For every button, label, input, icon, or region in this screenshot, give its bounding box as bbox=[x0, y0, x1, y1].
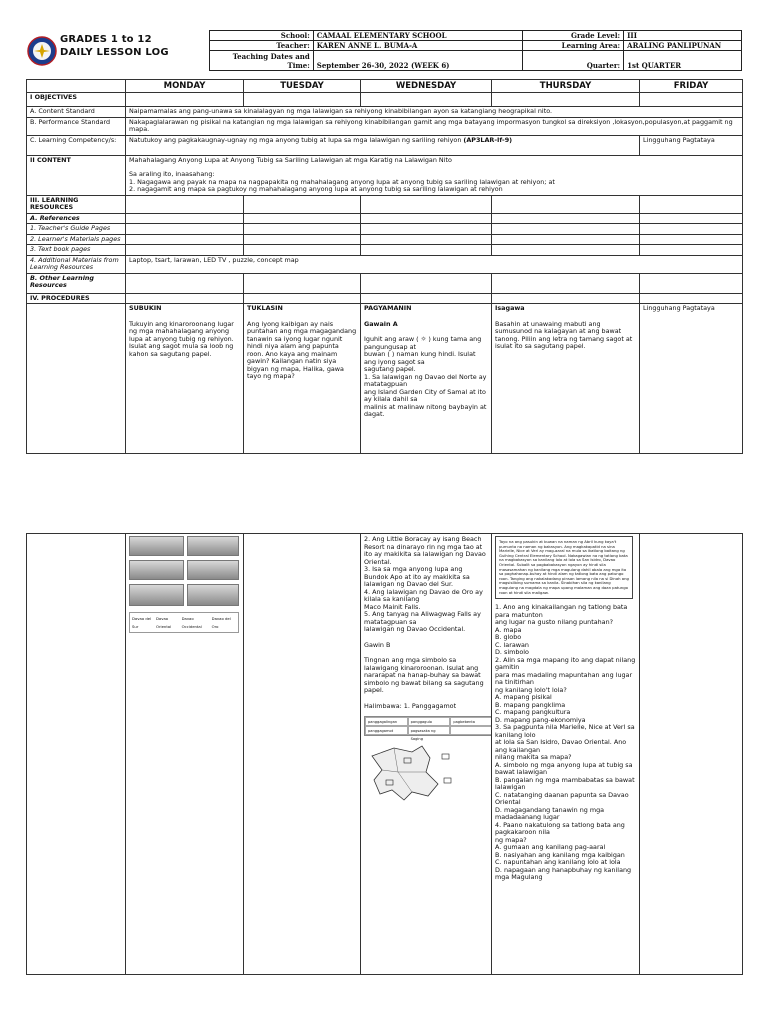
teacher-value: KAREN ANNE L. BUMA-A bbox=[313, 41, 523, 51]
competency bbox=[126, 135, 640, 155]
story-box: Tayo na ang pasukin at buwan na naman ng Abril kung kaya't pumunta na naman ng bakasyon. Ang magkakapatid na sina Marielle, Nice at Verl ay mag-aaral na mula sa ikatlong baitang ng Guihing Central Elementary School. Nakagawian na ng tatlong bata na magbakasyon sa kanilang lolo at lola sa San Isidro, Davao Oriental. Subalit sa pagbabakasyon ngayon ay hindi sila masasamahan ng kanilang mga magulang dahil abala ang mga ito sa paghahanap-buhay at hindi alam ng tatlong bata ang patungo roon. Tanging ang nakalakadang pinsan lamang nila na si Dinah ang magsisilbing sumama sa kanila. Sinabihan sila ng kanilang magulang na magdala ng mapa upang malaman ang daan patungo roon at hindi sila maligaw. bbox=[495, 536, 633, 599]
table-cell: pagbebenta bbox=[450, 717, 491, 726]
table-cell: panggagamot bbox=[365, 726, 408, 735]
tuesday-procedure bbox=[244, 304, 361, 454]
header bbox=[26, 30, 742, 72]
teachers-guide-label: 1. Teacher's Guide Pages bbox=[27, 224, 126, 235]
competency-text: Natutukoy ang pagkakaugnay-ugnay ng mga anyong tubig at lupa sa mga lalawigan ng sariling rehiyon bbox=[129, 135, 462, 144]
additional-materials-label: 4. Additional Materials from Learning Resources bbox=[27, 255, 126, 273]
lesson-log-table bbox=[26, 79, 743, 454]
dates-label-2: Time: bbox=[287, 60, 310, 70]
competency-code: (AP3LAR-If-9) bbox=[463, 135, 513, 144]
dates-label bbox=[210, 51, 314, 71]
tuesday-heading: TUKLASIN bbox=[247, 304, 283, 312]
thursday-procedure bbox=[492, 304, 640, 454]
monday-body: Tukuyin ang kinaroroonang lugar ng mga mahahalagang anyong lupa at anyong tubig ng rehiyon. Isulat ang sagot mula sa loob ng kahon sa sagutang papel. bbox=[129, 319, 234, 358]
gawin-b-body: Tingnan ang mga simbolo sa lalawigang kinaroroonan. Isulat ang nararapat na hanap-buhay sa bawat simbolo ng bawat bilang sa sagutang papel. bbox=[364, 656, 484, 694]
quarter-label: Quarter: bbox=[523, 51, 624, 71]
landmark-pictures bbox=[129, 536, 239, 608]
dates-value: September 26-30, 2022 (WEEK 6) bbox=[313, 51, 523, 71]
form-title bbox=[60, 33, 169, 59]
additional-materials: Laptop, tsart, larawan, LED TV , puzzle, concept map bbox=[126, 255, 743, 273]
isagawa-questions: 1. Ano ang kinakailangan ng tatlong bata para matunton ang lugar na gusto nilang puntahan? A. mapa B. globo C. larawan D. simbolo 2. Alin sa mga mapang ito ang dapat nilang gamitin para mas madaling mapuntahan ang lugar na tinitirhan ng kanilang lolo't lola? A. mapang pisikal B. mapang pangklima C. mapang pangkultura D. mapang pang-ekonomiya 3. Sa pagpunta nila Marielle, Nice at Verl sa kanilang lolo at lola sa San Isidro, Davao Oriental. Ano ang kailangan nilang makita sa mapa? A. simbolo ng mga anyong lupa at tubig sa bawat lalawigan B. pangalan ng mga mambabatas sa bawat lalawigan C. natatanging daanan papunta sa Davao Oriental D. magagandang tanawin ng mga madadaanang lugar 4. Paano nakatulong sa tatlong bata ang pagkakaroon nila ng mapa? A. gumaan ang kanilang pag-aaral B. nasiyahan ang kanilang mga kaibigan C. napuntahan ang kanilang lolo at lola D. napagaan ang hanapbuhay ng kanilang mga Magulang bbox=[495, 603, 636, 882]
region-map-icon bbox=[364, 742, 464, 802]
p2-monday bbox=[126, 534, 244, 975]
day-tuesday: TUESDAY bbox=[244, 80, 361, 93]
friday-procedure: Lingguhang Pagtataya bbox=[640, 304, 743, 454]
livelihood-table bbox=[364, 716, 492, 741]
content-body bbox=[126, 155, 743, 195]
p2-blank-col bbox=[27, 534, 126, 975]
procedures-label: IV. PROCEDURES bbox=[27, 293, 126, 304]
day-thursday: THURSDAY bbox=[492, 80, 640, 93]
day-monday: MONDAY bbox=[126, 80, 244, 93]
wednesday-procedure bbox=[361, 304, 492, 454]
table-cell: panggagulo bbox=[408, 717, 451, 726]
content-title: Mahahalagang Anyong Lupa at Anyong Tubig sa Sariling Lalawigan at mga Karatig na Lalawigan Nito bbox=[129, 155, 452, 164]
example: Halimbawa: 1. Panggagamot bbox=[364, 701, 457, 710]
content-item-1: 1. Nagagawa ang payak na mapa na nagpapakita ng mahahalagang anyong lupa at anyong tubig sa sariling lalawigan at rehiyon; at bbox=[129, 177, 555, 186]
school-label: School: bbox=[210, 31, 314, 41]
title-line2: DAILY LESSON LOG bbox=[60, 47, 169, 58]
procedures-blank bbox=[27, 304, 126, 454]
grade-value: III bbox=[624, 31, 742, 41]
day-friday: FRIDAY bbox=[640, 80, 743, 93]
wednesday-subheading: Gawain A bbox=[364, 319, 398, 328]
competency-friday: Lingguhang Pagtataya bbox=[640, 135, 743, 155]
school-value: CAMAAL ELEMENTARY SCHOOL bbox=[313, 31, 523, 41]
choice: Davao Occidental bbox=[181, 616, 202, 629]
gawin-b-heading: Gawin B bbox=[364, 640, 391, 649]
p2-thursday bbox=[492, 534, 640, 975]
thursday-body: Basahin at unawaing mabuti ang sumusunod na kalagayan at ang bawat tanong. Piliin ang letra ng tamang sagot at isulat ito sa sagutang papel. bbox=[495, 319, 633, 350]
grade-label: Grade Level: bbox=[523, 31, 624, 41]
info-table bbox=[209, 30, 742, 71]
landscape-photo bbox=[129, 560, 184, 580]
learners-material-label: 2. Learner's Materials pages bbox=[27, 234, 126, 245]
content-std-label: A. Content Standard bbox=[27, 107, 126, 118]
p2-friday bbox=[640, 534, 743, 975]
day-wednesday: WEDNESDAY bbox=[361, 80, 492, 93]
references-label: A. References bbox=[27, 213, 126, 224]
table-cell: pagsasaka ng Saging bbox=[408, 726, 451, 735]
landscape-photo bbox=[129, 536, 184, 556]
choice: Davao Oriental bbox=[155, 616, 172, 629]
quarter-value: 1st QUARTER bbox=[624, 51, 742, 71]
other-resources-label: B. Other Learning Resources bbox=[27, 273, 126, 293]
monday-procedure bbox=[126, 304, 244, 454]
monday-heading: SUBUKIN bbox=[129, 304, 162, 312]
page-2-table bbox=[26, 533, 743, 975]
objectives-label: I OBJECTIVES bbox=[27, 93, 126, 107]
deped-seal-icon bbox=[26, 30, 58, 72]
perf-std-label: B. Performance Standard bbox=[27, 117, 126, 135]
landscape-photo bbox=[129, 584, 184, 606]
choice: Davao del Sur bbox=[132, 616, 152, 629]
teacher-label: Teacher: bbox=[210, 41, 314, 51]
days-row bbox=[27, 80, 743, 93]
perf-std: Nakapaglalarawan ng pisikal na katangian ng mga lalawigan sa rehiyong kinabibilangan gamit ang mga batayang impormasyon tungkol sa direksiyon ,lokasyon,populasyon,at paggamit ng mapa. bbox=[126, 117, 743, 135]
tuesday-body: Ang iyong kaibigan ay nais puntahan ang mga magagandang tanawin sa iyong lugar ngunit hindi niya alam ang papunta roon. Ano kaya ang mainam gawin? Kailangan natin siya bigyan ng mapa, Halika, gawa tayo ng mapa? bbox=[247, 319, 357, 380]
p2-tuesday bbox=[244, 534, 361, 975]
content-intro: Sa araling ito, inaasahang: bbox=[129, 170, 215, 178]
landscape-photo bbox=[187, 536, 239, 556]
resources-label: III. LEARNING RESOURCES bbox=[27, 195, 126, 213]
area-label: Learning Area: bbox=[523, 41, 624, 51]
landscape-photo bbox=[187, 560, 239, 580]
landscape-photo bbox=[187, 584, 239, 606]
area-value: ARALING PANLIPUNAN bbox=[624, 41, 742, 51]
competency-label: C. Learning Competency/s: bbox=[27, 135, 126, 155]
thursday-heading: Isagawa bbox=[495, 304, 525, 312]
table-cell: panggagalingan bbox=[365, 717, 408, 726]
choice: Davao del Oro bbox=[211, 616, 231, 629]
title-line1: GRADES 1 to 12 bbox=[60, 34, 152, 45]
p2-wednesday bbox=[361, 534, 492, 975]
content-item-2: 2. nagagamit ang mapa sa pagtukoy ng mahahalagang anyong lupa at anyong tubig sa sariling lalawigan at rehiyon bbox=[129, 185, 503, 193]
dates-label-1: Teaching Dates and bbox=[232, 51, 310, 61]
wednesday-heading: PAGYAMANIN bbox=[364, 304, 412, 312]
gawain-a-items: 2. Ang Little Boracay ay isang Beach Resort na dinarayo rin ng mga tao at ito ay makikita sa lalawigan ng Davao Oriental. 3. Isa sa mga anyong lupa ang Bundok Apo at ito ay makikita sa lalawigan ng Davao del Sur. 4. Ang lalawigan ng Davao de Oro ay kilala sa kanilang Maco Mainit Falls. 5. Ang tanyag na Aliwagwag Falls ay matatagpuan sa lalawigan ng Davao Occidental. bbox=[364, 535, 486, 633]
textbook-label: 3. Text book pages bbox=[27, 245, 126, 256]
province-choices bbox=[129, 612, 239, 633]
table-cell bbox=[450, 726, 491, 735]
wednesday-body: Iguhit ang araw ( ☼ ) kung tama ang pangungusap at buwan ( ) naman kung hindi. Isulat ang iyong sagot sa sagutang papel. 1. Sa lalawigan ng Davao del Norte ay matatagpuan ang Island Garden City of Samal at ito ay kilala dahil sa malinis at malinaw nitong baybayin at dagat. bbox=[364, 335, 487, 418]
content-label: II CONTENT bbox=[27, 155, 126, 195]
content-std: Naipamamalas ang pang-unawa sa kinalalagyan ng mga lalawigan sa rehiyong kinabibilangan ayon sa katangiang heograpikal nito. bbox=[126, 107, 743, 118]
corner-cell bbox=[27, 80, 126, 93]
